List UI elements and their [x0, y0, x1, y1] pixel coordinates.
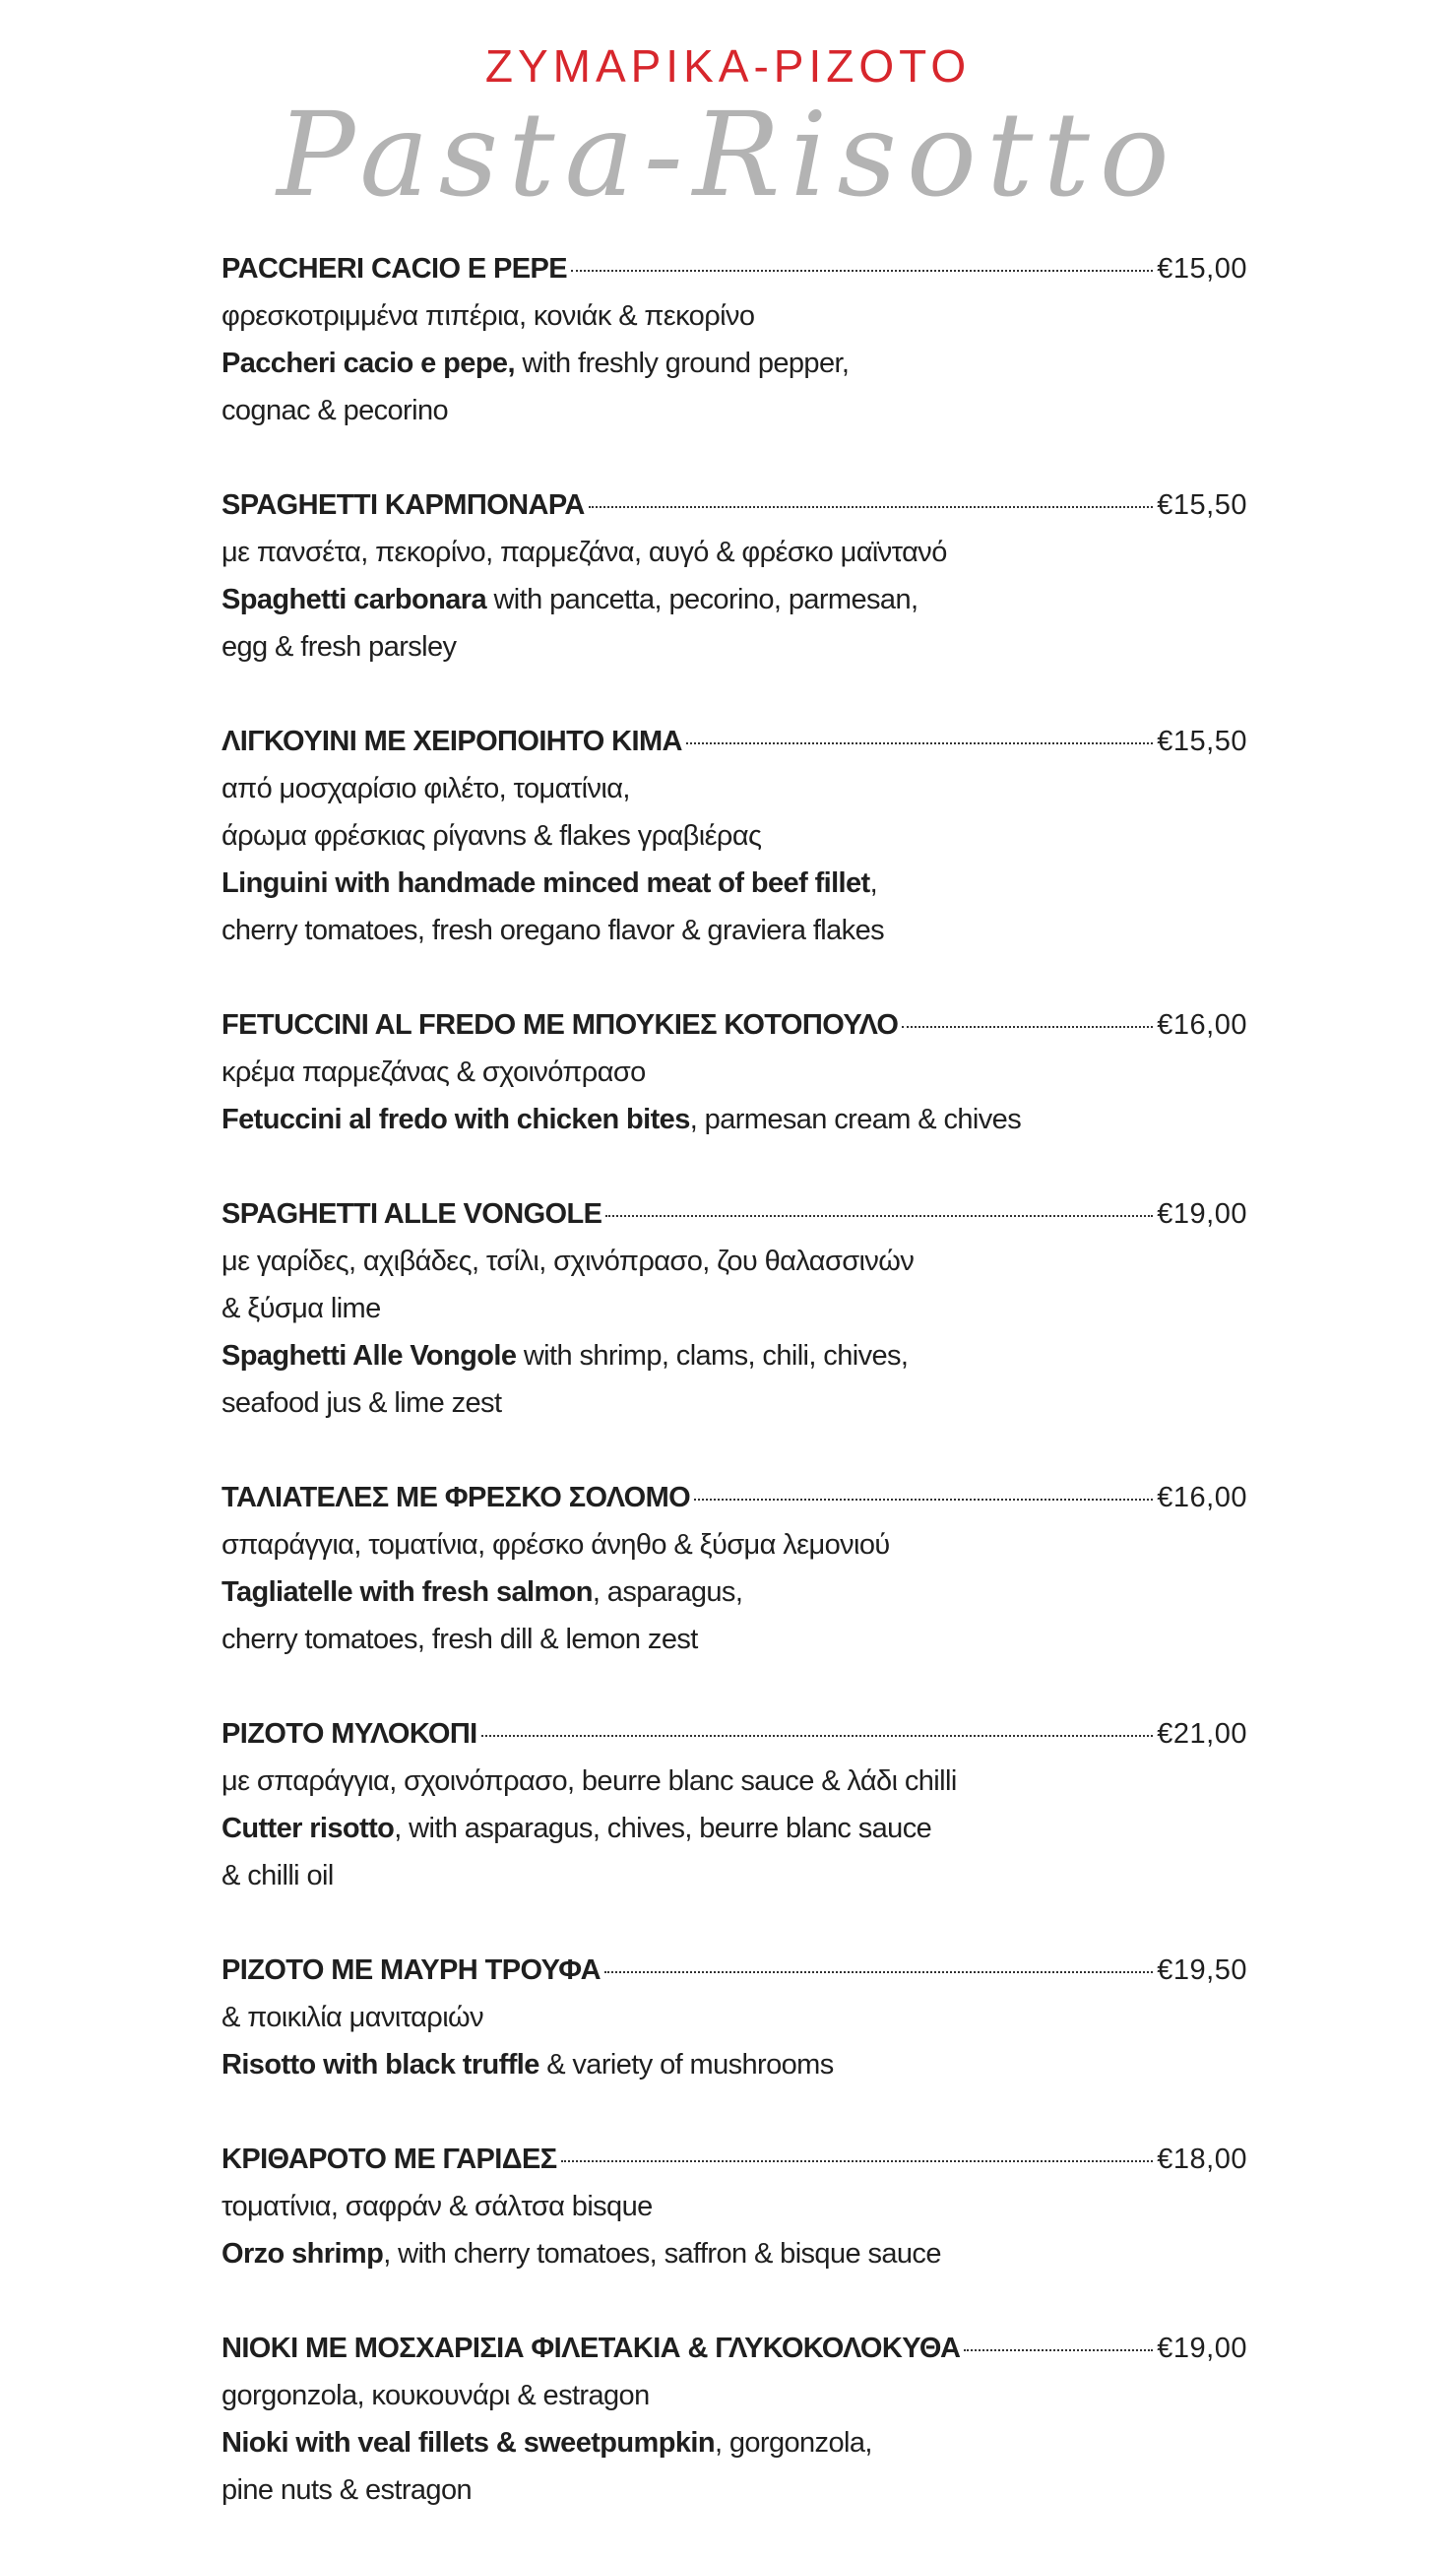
- description-text: , gorgonzola,: [714, 2427, 872, 2459]
- description-text: τοματίνια, σαφράν & σάλτσα bisque: [222, 2191, 653, 2222]
- description-text: , with asparagus, chives, beurre blanc sauce: [394, 1813, 932, 1844]
- dish-name: ΚΡΙΘΑΡΟΤΟ ΜΕ ΓΑΡΙΔΕΣ: [222, 2144, 557, 2175]
- dotted-leader: [571, 270, 1153, 272]
- dish-english-name: Tagliatelle with fresh salmon: [222, 1576, 593, 1608]
- dish-price: €15,50: [1157, 489, 1247, 521]
- description-text: with pancetta, pecorino, parmesan,: [486, 584, 918, 615]
- menu-list: [222, 245, 1247, 2561]
- dotted-leader: [694, 1499, 1153, 1501]
- menu-item: [222, 1947, 1247, 2088]
- dish-description-line: [222, 765, 1247, 812]
- dish-description-line: [222, 2041, 1247, 2088]
- dish-english-name: Fetuccini al fredo with chicken bites: [222, 1104, 690, 1135]
- menu-item: [222, 1001, 1247, 1143]
- dish-description-line: [222, 1852, 1247, 1899]
- dotted-leader: [481, 1735, 1154, 1737]
- dish-english-name: Linguini with handmade minced meat of beef fillet: [222, 867, 870, 899]
- dish-price: €16,00: [1157, 1482, 1247, 1513]
- dotted-leader: [604, 1971, 1153, 1973]
- menu-item: [222, 481, 1247, 671]
- dish-price: €16,00: [1157, 1009, 1247, 1041]
- description-text: with shrimp, clams, chili, chives,: [516, 1340, 909, 1372]
- section-title: ΖΥΜΑΡΙΚΑ-ΡΙΖΟΤΟ: [484, 40, 972, 92]
- script-title-logo: Pasta-Risotto: [277, 87, 1179, 223]
- description-text: φρεσκοτριμμένα πιπέρια, κονιάκ & πεκορίνο: [222, 300, 755, 332]
- dotted-leader: [902, 1026, 1153, 1028]
- menu-item: [222, 245, 1247, 434]
- menu-item-header: [222, 1474, 1247, 1521]
- dish-description-line: [222, 1616, 1247, 1663]
- dish-price: €19,00: [1157, 2333, 1247, 2364]
- dish-price: €18,00: [1157, 2144, 1247, 2175]
- description-text: σπαράγγια, τοματίνια, φρέσκο άνηθο & ξύσμα λεμονιού: [222, 1529, 890, 1561]
- dish-price: €19,00: [1157, 1198, 1247, 1230]
- dish-description-line: [222, 2466, 1247, 2514]
- menu-item: [222, 1190, 1247, 1427]
- description-text: με σπαράγγια, σχοινόπρασο, beurre blanc sauce & λάδι chilli: [222, 1765, 957, 1797]
- dish-english-name: Nioki with veal fillets & sweetpumpkin: [222, 2427, 715, 2459]
- dish-description-line: [222, 1805, 1247, 1852]
- dish-name: PACCHERI CACIO E PEPE: [222, 253, 568, 285]
- dish-name: ΡΙΖΟΤΟ ΜΥΛΟΚΟΠΙ: [222, 1718, 477, 1750]
- menu-item: [222, 1710, 1247, 1899]
- description-text: κρέμα παρμεζάνας & σχοινόπρασο: [222, 1056, 646, 1088]
- dish-price: €21,00: [1157, 1718, 1247, 1750]
- dish-english-name: Cutter risotto: [222, 1813, 395, 1844]
- dish-description-line: [222, 2419, 1247, 2466]
- description-text: , with cherry tomatoes, saffron & bisque sauce: [383, 2238, 941, 2270]
- dish-description-line: [222, 387, 1247, 434]
- menu-item-header: [222, 2136, 1247, 2183]
- description-text: & chilli oil: [222, 1860, 334, 1891]
- dotted-leader: [964, 2349, 1153, 2351]
- dish-name: ΝΙΟΚΙ ΜΕ ΜΟΣΧΑΡΙΣΙΑ ΦΙΛΕΤΑΚΙΑ & ΓΛΥΚΟΚΟΛΟΚΥΘΑ: [222, 2333, 961, 2364]
- dish-description-line: [222, 1238, 1247, 1285]
- dish-english-name: Spaghetti Alle Vongole: [222, 1340, 517, 1372]
- dish-description-line: [222, 1569, 1247, 1616]
- description-text: & ξύσμα lime: [222, 1293, 381, 1324]
- dish-name: ΤΑΛΙΑΤΕΛΕΣ ΜΕ ΦΡΕΣΚΟ ΣΟΛΟΜΟ: [222, 1482, 691, 1513]
- description-text: άρωμα φρέσκιας ρίγανns & flakes γραβιέρας: [222, 820, 762, 852]
- description-text: cherry tomatoes, fresh oregano flavor & graviera flakes: [222, 915, 884, 946]
- menu-item: [222, 2136, 1247, 2277]
- dish-name: SPAGHETTI ΚΑΡΜΠΟΝΑΡΑ: [222, 489, 585, 521]
- dish-price: €15,00: [1157, 253, 1247, 285]
- menu-item: [222, 718, 1247, 954]
- description-text: pine nuts & estragon: [222, 2474, 473, 2506]
- dish-description-line: [222, 1096, 1247, 1143]
- menu-item-header: [222, 245, 1247, 292]
- dish-description-line: [222, 1994, 1247, 2041]
- menu-item: [222, 1474, 1247, 1663]
- dish-description-line: [222, 907, 1247, 954]
- dish-description-line: [222, 1332, 1247, 1379]
- menu-item-header: [222, 2325, 1247, 2372]
- menu-item-header: [222, 718, 1247, 765]
- dish-price: €15,50: [1157, 726, 1247, 757]
- dish-description-line: [222, 340, 1247, 387]
- description-text: & ποικιλία μανιταριών: [222, 2002, 483, 2033]
- dish-description-line: [222, 1758, 1247, 1805]
- menu-item: [222, 2325, 1247, 2514]
- dish-description-line: [222, 2183, 1247, 2230]
- dish-english-name: Spaghetti carbonara: [222, 584, 486, 615]
- dotted-leader: [605, 1215, 1153, 1217]
- dish-description-line: [222, 1285, 1247, 1332]
- dish-description-line: [222, 2372, 1247, 2419]
- dish-english-name: Orzo shrimp: [222, 2238, 384, 2270]
- dish-english-name: Risotto with black truffle: [222, 2049, 539, 2081]
- description-text: egg & fresh parsley: [222, 631, 457, 663]
- dish-description-line: [222, 529, 1247, 576]
- dish-name: ΛΙΓΚΟΥΙΝΙ ΜΕ ΧΕΙΡΟΠΟΙΗΤΟ ΚΙΜΑ: [222, 726, 682, 757]
- description-text: με γαρίδες, αχιβάδες, τσίλι, σχινόπρασο, ζου θαλασσινών: [222, 1246, 915, 1277]
- description-text: cherry tomatoes, fresh dill & lemon zest: [222, 1624, 698, 1655]
- dotted-leader: [686, 742, 1153, 744]
- dish-description-line: [222, 2230, 1247, 2277]
- dotted-leader: [589, 506, 1154, 508]
- dish-description-line: [222, 292, 1247, 340]
- dish-description-line: [222, 623, 1247, 671]
- description-text: , asparagus,: [592, 1576, 743, 1608]
- description-text: gorgonzola, κουκουνάρι & estragon: [222, 2380, 650, 2411]
- dish-description-line: [222, 812, 1247, 860]
- dish-description-line: [222, 1049, 1247, 1096]
- description-text: , parmesan cream & chives: [689, 1104, 1022, 1135]
- dish-english-name: Paccheri cacio e pepe,: [222, 348, 515, 379]
- menu-item-header: [222, 1947, 1247, 1994]
- description-text: από μοσχαρίσιο φιλέτο, τοματίνια,: [222, 773, 630, 804]
- dish-description-line: [222, 860, 1247, 907]
- description-text: with freshly ground pepper,: [514, 348, 850, 379]
- menu-item-header: [222, 1001, 1247, 1049]
- description-text: cognac & pecorino: [222, 395, 449, 426]
- dotted-leader: [561, 2160, 1154, 2162]
- dish-description-line: [222, 1379, 1247, 1427]
- menu-item-header: [222, 481, 1247, 529]
- dish-description-line: [222, 1521, 1247, 1569]
- dish-name: SPAGHETTI ALLE VONGOLE: [222, 1198, 602, 1230]
- description-text: & variety of mushrooms: [538, 2049, 834, 2081]
- dish-name: ΡΙΖΟΤΟ ΜΕ ΜΑΥΡΗ ΤΡΟΥΦΑ: [222, 1954, 601, 1986]
- description-text: ,: [869, 867, 878, 899]
- menu-item-header: [222, 1710, 1247, 1758]
- description-text: seafood jus & lime zest: [222, 1387, 502, 1419]
- dish-name: FETUCCINI AL FREDO ΜΕ ΜΠΟΥΚΙΕΣ ΚΟΤΟΠΟΥΛΟ: [222, 1009, 899, 1041]
- dish-description-line: [222, 576, 1247, 623]
- dish-price: €19,50: [1157, 1954, 1247, 1986]
- menu-item-header: [222, 1190, 1247, 1238]
- description-text: με πανσέτα, πεκορίνο, παρμεζάνα, αυγό & φρέσκο μαϊντανό: [222, 537, 947, 568]
